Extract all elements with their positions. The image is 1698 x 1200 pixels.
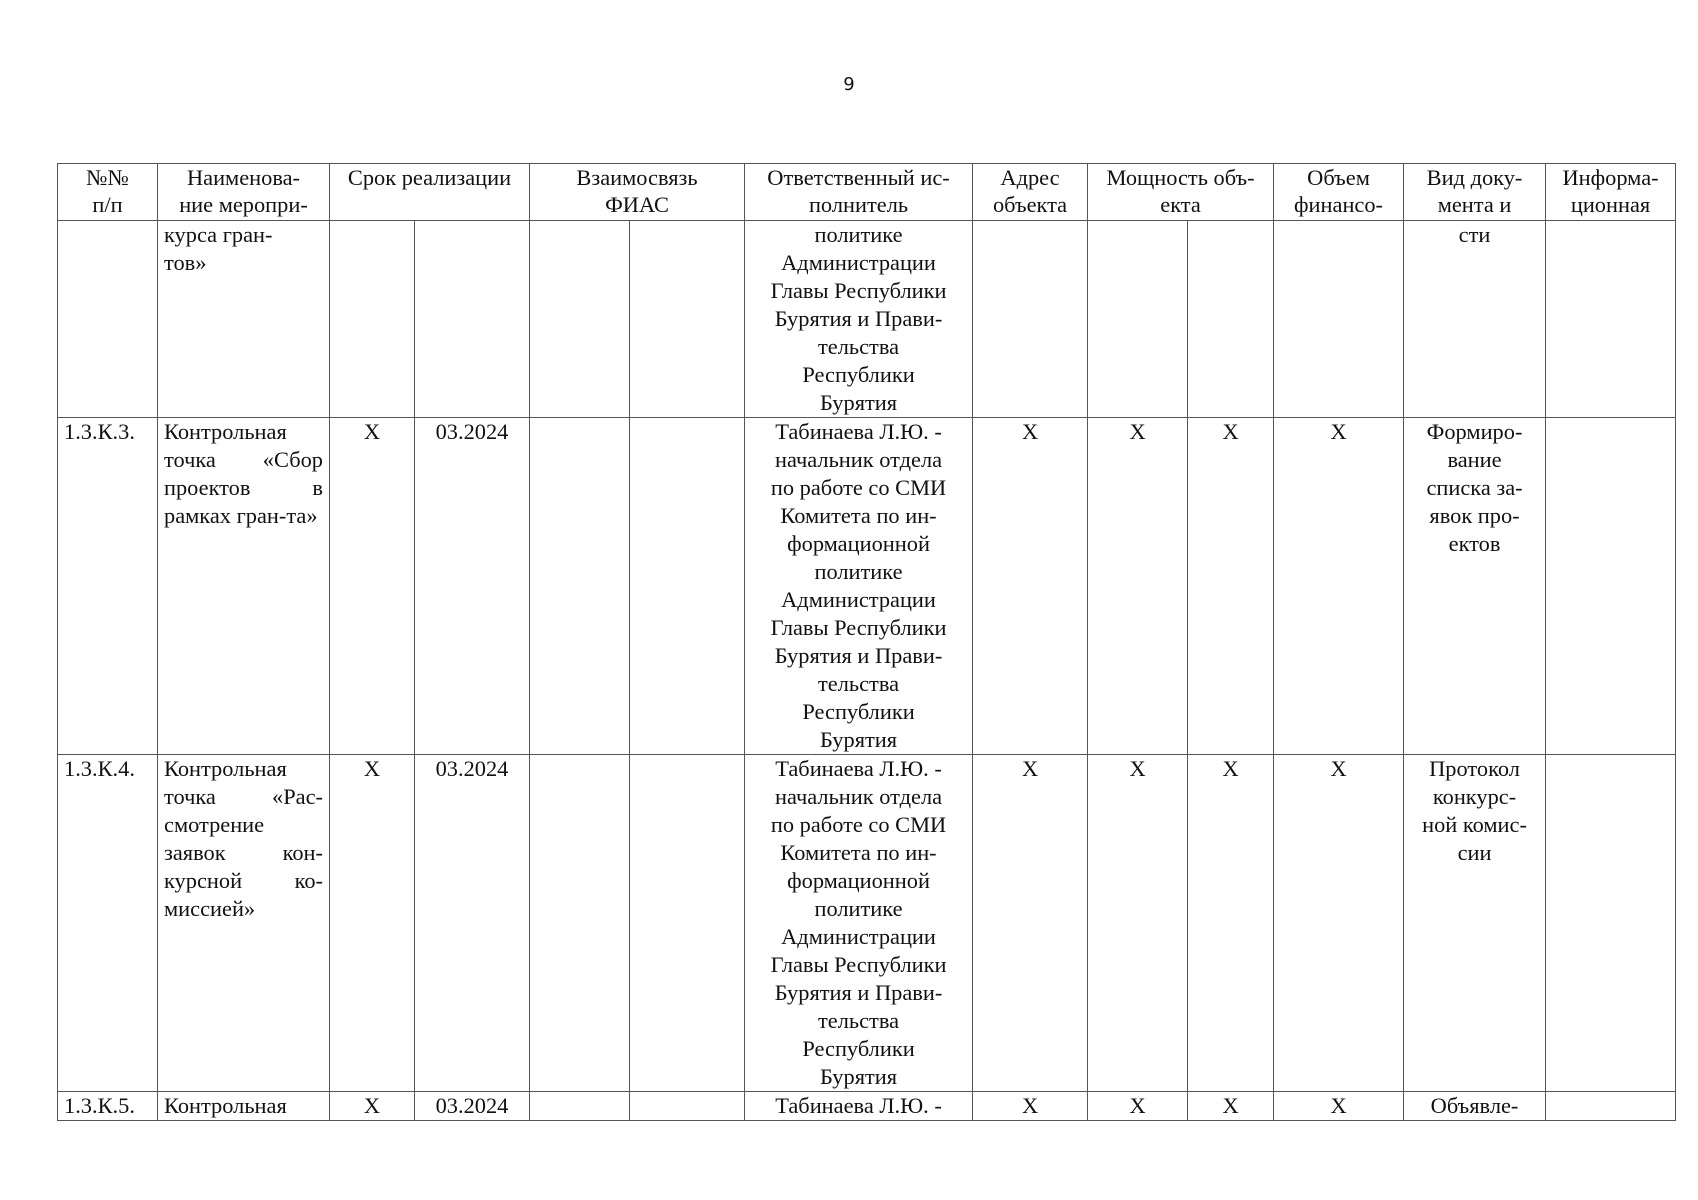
cell-doc-type: Объявле-	[1404, 1092, 1546, 1121]
cell-doc-type: Протокол конкурс- ной комис- сии	[1404, 755, 1546, 1092]
header-name: Наименова- ние меропри-	[158, 164, 330, 221]
cell-capacity: Х	[1088, 418, 1188, 755]
page-number: 9	[843, 74, 855, 95]
header-number: №№ п/п	[58, 164, 158, 221]
cell-capacity: Х	[1188, 1092, 1274, 1121]
cell-name: курса гран- тов»	[158, 221, 330, 418]
cell-responsible: Табинаева Л.Ю. - начальник отдела по работе со СМИ Комитета по ин- формационной политике Администрации Главы Республики Бурятия и Прави- тельства Республики Бурятия	[745, 418, 973, 755]
cell-volume: Х	[1274, 755, 1404, 1092]
header-volume: Объем финансо-	[1274, 164, 1404, 221]
cell-responsible: Табинаева Л.Ю. -	[745, 1092, 973, 1121]
cell-responsible: Табинаева Л.Ю. - начальник отдела по работе со СМИ Комитета по ин- формационной политике Администрации Главы Республики Бурятия и Прави- тельства Республики Бурятия	[745, 755, 973, 1092]
cell-num: 1.3.К.4.	[58, 755, 158, 1092]
cell-end: 03.2024	[415, 755, 530, 1092]
cell-start: Х	[330, 418, 415, 755]
cell-volume: Х	[1274, 418, 1404, 755]
header-address: Адрес объекта	[973, 164, 1088, 221]
cell-volume: Х	[1274, 1092, 1404, 1121]
cell-doc-type: сти	[1404, 221, 1546, 418]
header-info: Информа- ционная	[1546, 164, 1676, 221]
cell-capacity: Х	[1088, 1092, 1188, 1121]
cell-start: Х	[330, 755, 415, 1092]
header-doc-type: Вид доку- мента и	[1404, 164, 1546, 221]
header-responsible: Ответственный ис- полнитель	[745, 164, 973, 221]
cell-start: Х	[330, 1092, 415, 1121]
cell-address: Х	[973, 1092, 1088, 1121]
table-row	[58, 418, 1676, 755]
header-capacity: Мощность объ- екта	[1088, 164, 1274, 221]
cell-address: Х	[973, 418, 1088, 755]
header-fias: Взаимосвязь ФИАС	[530, 164, 745, 221]
cell-name: Контрольная точка «Рас-смотрение заявок кон-курсной ко-миссией»	[158, 755, 330, 1092]
cell-end: 03.2024	[415, 418, 530, 755]
cell-name: Контрольная точка «Сбор проектов в рамках гран-та»	[158, 418, 330, 755]
cell-name: Контрольная	[158, 1092, 330, 1121]
cell-capacity: Х	[1088, 755, 1188, 1092]
cell-capacity: Х	[1188, 418, 1274, 755]
activities-table	[57, 163, 1676, 1121]
cell-end: 03.2024	[415, 1092, 530, 1121]
cell-capacity: Х	[1188, 755, 1274, 1092]
cell-address: Х	[973, 755, 1088, 1092]
cell-doc-type: Формиро- вание списка за- явок про- ектов	[1404, 418, 1546, 755]
cell-num: 1.3.К.5.	[58, 1092, 158, 1121]
table-row	[58, 221, 1676, 418]
cell-responsible: политике Администрации Главы Республики Бурятия и Прави- тельства Республики Бурятия	[745, 221, 973, 418]
table-header-row	[58, 164, 1676, 221]
table-row	[58, 755, 1676, 1092]
table-row	[58, 1092, 1676, 1121]
header-period: Срок реализации	[330, 164, 530, 221]
cell-num	[58, 221, 158, 418]
cell-num: 1.3.К.3.	[58, 418, 158, 755]
